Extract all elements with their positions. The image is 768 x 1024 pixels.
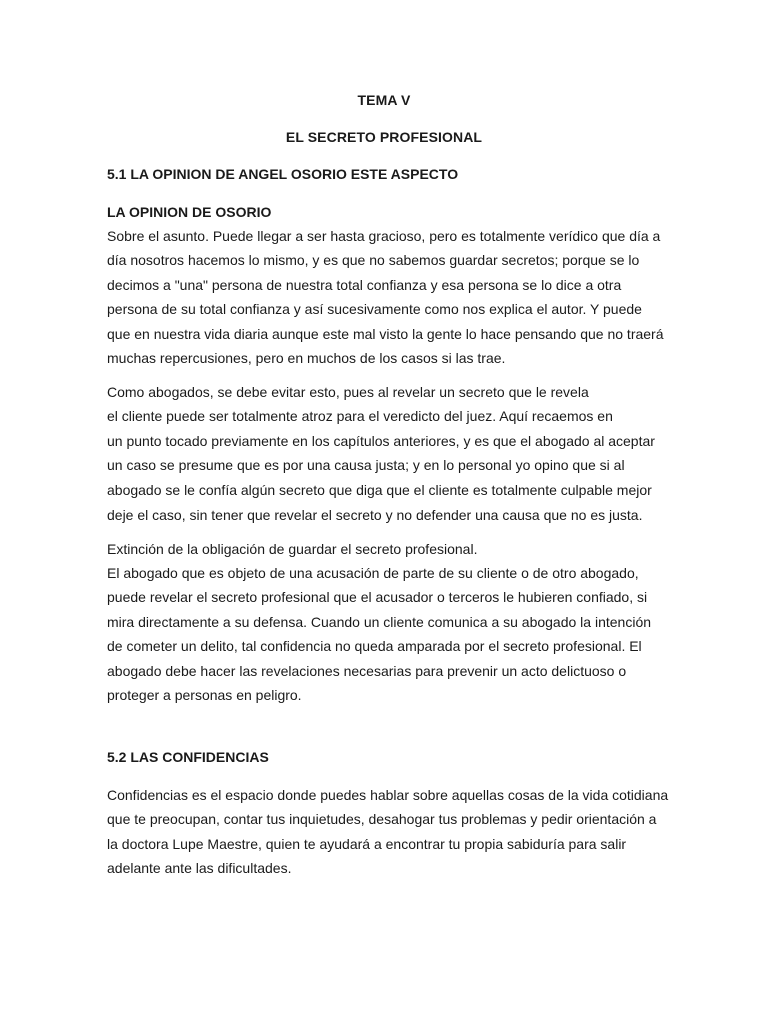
paragraph-line: Extinción de la obligación de guardar el secreto profesional.: [107, 541, 478, 557]
paragraph-line: Como abogados, se debe evitar esto, pues al revelar un secreto que le revela: [107, 384, 589, 400]
paragraph-line: adelante ante las dificultades.: [107, 860, 292, 876]
paragraph-line: deje el caso, sin tener que revelar el secreto y no defender una causa que no es justa.: [107, 507, 643, 523]
paragraph-line: mira directamente a su defensa. Cuando un cliente comunica a su abogado la intención: [107, 614, 652, 630]
paragraph-line: abogado debe hacer las revelaciones necesarias para prevenir un acto delictuoso o: [107, 663, 627, 679]
paragraph-line: decimos a "una" persona de nuestra total confianza y esa persona se lo dice a otra: [107, 277, 622, 293]
paragraph-line: de cometer un delito, tal confidencia no queda amparada por el secreto profesional. El: [107, 638, 642, 654]
paragraph-line: un punto tocado previamente en los capítulos anteriores, y es que el abogado al aceptar: [107, 433, 655, 449]
paragraph-line: que te preocupan, contar tus inquietudes, desahogar tus problemas y pedir orientación a: [107, 811, 657, 827]
paragraph-line: que en nuestra vida diaria aunque este mal visto la gente lo hace pensando que no traerá: [107, 326, 664, 342]
paragraph-line: día nosotros hacemos lo mismo, y es que no sabemos guardar secretos; porque se lo: [107, 252, 640, 268]
section-1-subheading: LA OPINION DE OSORIO: [107, 204, 272, 220]
tema-label: TEMA V: [357, 92, 411, 108]
paragraph-line: El abogado que es objeto de una acusación de parte de su cliente o de otro abogado,: [107, 565, 639, 581]
document-title: EL SECRETO PROFESIONAL: [285, 129, 483, 145]
paragraph-line: abogado se le confía algún secreto que diga que el cliente es totalmente culpable mejor: [107, 482, 652, 498]
section-1-heading: 5.1 LA OPINION DE ANGEL OSORIO ESTE ASPECTO: [107, 166, 459, 182]
paragraph-line: puede revelar el secreto profesional que el acusador o terceros le hubieren confiado, si: [107, 589, 648, 605]
paragraph-line: muchas repercusiones, pero en muchos de los casos si las trae.: [107, 350, 506, 366]
paragraph-line: Sobre el asunto. Puede llegar a ser hasta gracioso, pero es totalmente verídico que día a: [107, 228, 661, 244]
paragraph-line: la doctora Lupe Maestre, quien te ayudará a encontrar tu propia sabiduría para salir: [107, 836, 627, 852]
paragraph-line: un caso se presume que es por una causa justa; y en lo personal yo opino que si al: [107, 457, 625, 473]
paragraph-line: proteger a personas en peligro.: [107, 687, 302, 703]
section-2-heading: 5.2 LAS CONFIDENCIAS: [107, 749, 269, 765]
paragraph-line: persona de su total confianza y así sucesivamente como nos explica el autor. Y puede: [107, 301, 642, 317]
paragraph-line: el cliente puede ser totalmente atroz para el veredicto del juez. Aquí recaemos en: [107, 408, 613, 424]
paragraph-line: Confidencias es el espacio donde puedes hablar sobre aquellas cosas de la vida cotidiana: [107, 787, 669, 803]
